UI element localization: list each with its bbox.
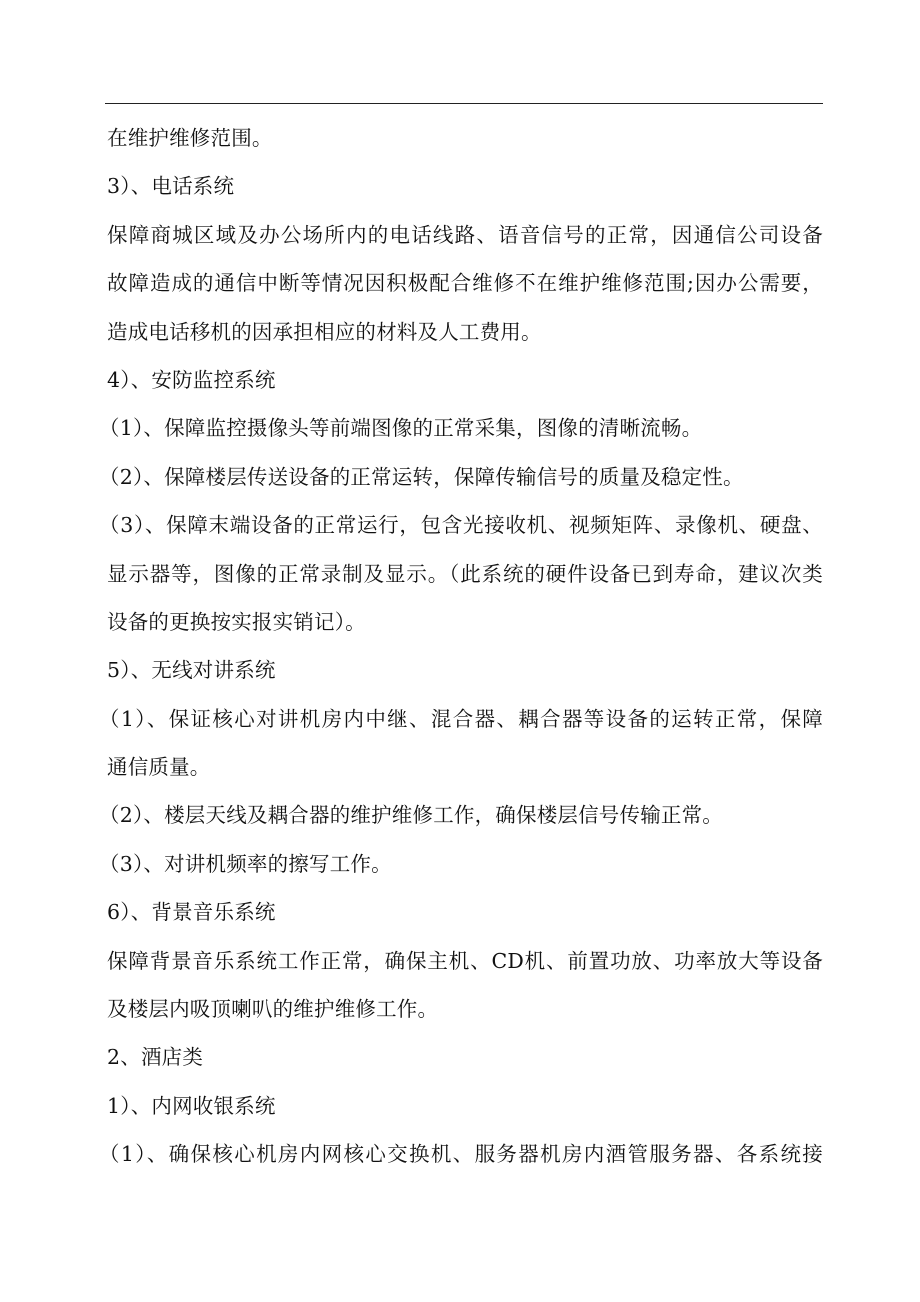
section-heading-background-music: 6）、背景音乐系统 <box>107 900 276 925</box>
paragraph-line-14: 通信质量。 <box>107 755 211 780</box>
list-item-monitoring-1: （1）、保障监控摄像头等前端图像的正常采集，图像的清晰流畅。 <box>99 416 703 441</box>
paragraph-line-18: 保障背景音乐系统工作正常，确保主机、CD机、前置功放、功率放大等设备 <box>107 948 823 973</box>
paragraph-line-3: 保障商城区域及办公场所内的电话线路、语音信号的正常，因通信公司设备 <box>107 222 823 247</box>
header-rule <box>105 103 823 104</box>
list-item-intercom-3: （3）、对讲机频率的擦写工作。 <box>99 851 392 876</box>
section-heading-phone-system: 3）、电话系统 <box>107 174 235 199</box>
section-heading-cashier-system: 1）、内网收银系统 <box>107 1093 276 1118</box>
section-heading-security-monitoring: 4）、安防监控系统 <box>107 367 276 392</box>
paragraph-line-11: 设备的更换按实报实销记）。 <box>107 609 366 634</box>
paragraph-line-5: 造成电话移机的因承担相应的材料及人工费用。 <box>107 319 542 344</box>
paragraph-line-10: 显示器等，图像的正常录制及显示。（此系统的硬件设备已到寿命，建议次类 <box>107 561 823 586</box>
list-item-cashier-1: （1）、确保核心机房内网核心交换机、服务器机房内酒管服务器、各系统接 <box>99 1142 823 1167</box>
list-item-intercom-2: （2）、楼层天线及耦合器的维护维修工作，确保楼层信号传输正常。 <box>99 803 723 828</box>
paragraph-line-1: 在维护维修范围。 <box>107 126 273 150</box>
section-heading-wireless-intercom: 5）、无线对讲系统 <box>107 658 276 683</box>
paragraph-line-4: 故障造成的通信中断等情况因积极配合维修不在维护维修范围;因办公需要， <box>107 271 823 296</box>
paragraph-line-19: 及楼层内吸顶喇叭的维护维修工作。 <box>107 997 439 1022</box>
document-body <box>99 114 823 1179</box>
list-item-intercom-1: （1）、保证核心对讲机房内中继、混合器、耦合器等设备的运转正常，保障 <box>99 706 823 731</box>
section-heading-hotel: 2、酒店类 <box>107 1045 204 1070</box>
list-item-monitoring-2: （2）、保障楼层传送设备的正常运转，保障传输信号的质量及稳定性。 <box>99 464 744 489</box>
list-item-monitoring-3: （3）、保障末端设备的正常运行，包含光接收机、视频矩阵、录像机、硬盘、 <box>99 513 823 538</box>
